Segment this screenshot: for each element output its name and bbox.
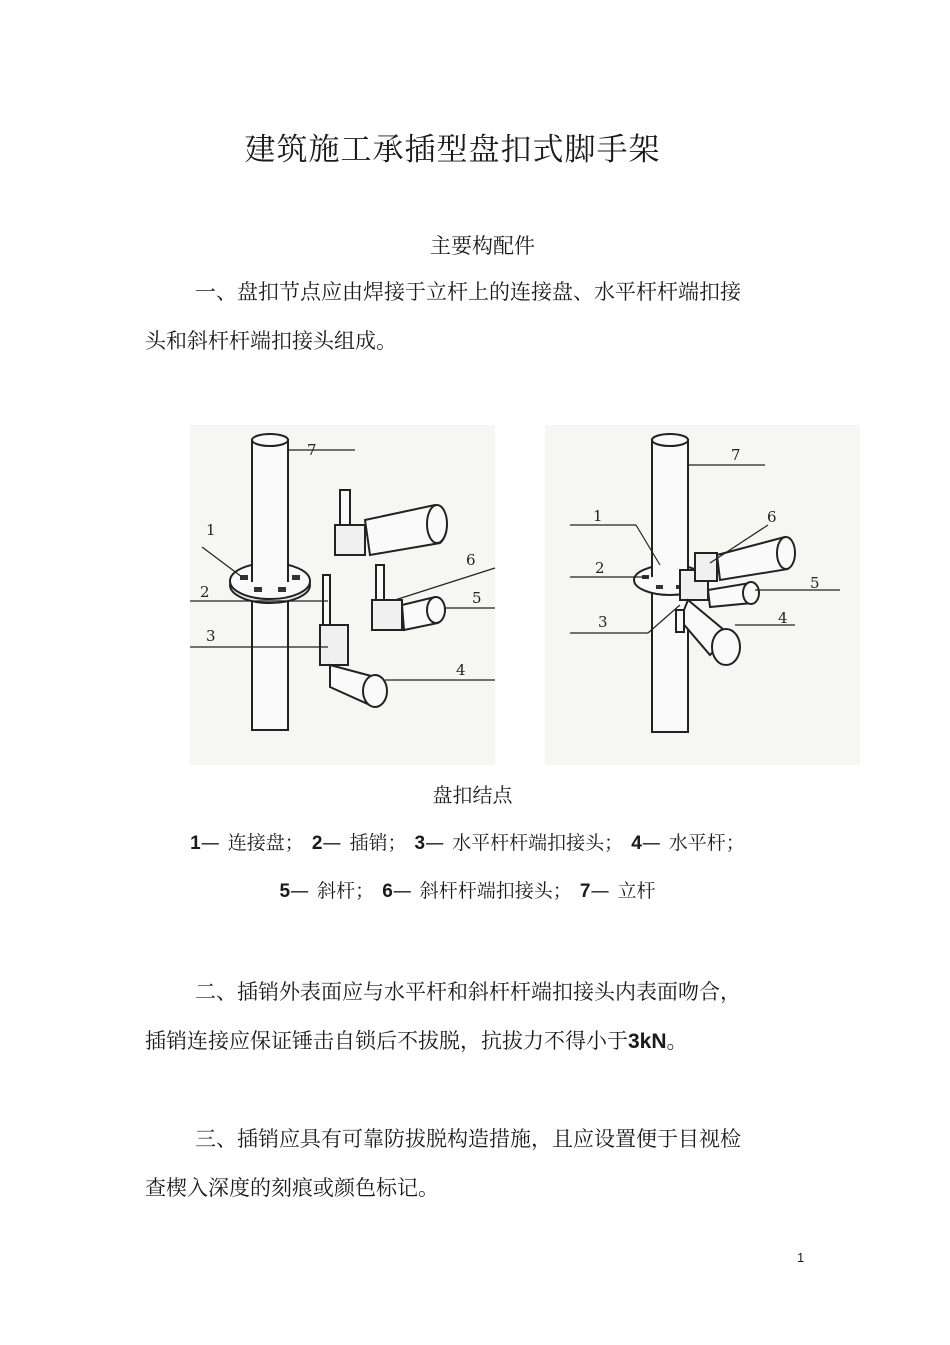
right-label-6: 6 [767,508,777,526]
legend-line-2 [0,876,935,903]
legend-line-1 [0,828,935,855]
figure-caption: 盘扣结点 [432,783,513,807]
left-diagonal-pipe-end [427,597,445,623]
left-diagonal-coupler [372,600,402,630]
right-label-5: 5 [810,574,820,592]
legend-text: — 水平杆杆端扣接头； [425,832,624,854]
legend-text: — 水平杆； [641,832,745,854]
pullout-force-value: 3kN [628,1030,667,1053]
left-label-2: 2 [200,583,210,601]
left-label-4: 4 [456,661,466,679]
legend-text: — 斜杆； [290,880,375,902]
page-number: 1 [797,1250,805,1265]
paragraph-2-end: 。 [666,1029,688,1053]
left-horizontal-pipe-end [363,675,387,707]
left-label-6: 6 [466,551,476,569]
right-label-1: 1 [593,507,603,525]
left-label-5: 5 [472,589,482,607]
legend-text: — 插销； [322,832,407,854]
legend-text: — 斜杆杆端扣接头； [392,880,572,902]
legend-number: 5 [279,881,291,902]
legend-number: 2 [311,833,323,854]
paragraph-2 [145,968,755,1066]
scaffold-joint-figure [190,425,860,765]
left-label-3: 3 [206,627,216,645]
right-label-7: 7 [731,446,741,464]
left-pole-top [252,434,288,446]
left-label-1: 1 [206,521,216,539]
right-label-4: 4 [778,609,788,627]
paragraph-2-text: 二、插销外表面应与水平杆和斜杆杆端扣接头内表面吻合，插销连接应保证锤击自锁后不拔脱，抗拔力不得小于 [145,980,741,1053]
right-label-2: 2 [595,559,605,577]
legend-number: 3 [414,833,426,854]
legend-number: 4 [631,833,642,854]
legend-text: — 连接盘； [200,832,304,854]
left-label-7: 7 [307,441,317,459]
right-label-3: 3 [598,613,608,631]
joint-diagram [190,425,860,765]
paragraph-3: 三、插销应具有可靠防拔脱构造措施，且应设置便于目视检查楔入深度的刻痕或颜色标记。 [145,1127,741,1200]
legend-number: 1 [190,833,201,854]
legend-text: — 立杆 [590,880,656,902]
left-pin-2 [323,575,330,625]
section-heading: 主要构配件 [430,234,535,258]
legend-number: 6 [382,881,393,902]
left-horizontal-coupler [320,625,348,665]
document-title: 建筑施工承插型盘扣式脚手架 [244,132,661,168]
paragraph-1: 一、盘扣节点应由焊接于立杆上的连接盘、水平杆杆端扣接头和斜杆杆端扣接头组成。 [145,280,741,353]
legend-number: 7 [579,881,591,902]
